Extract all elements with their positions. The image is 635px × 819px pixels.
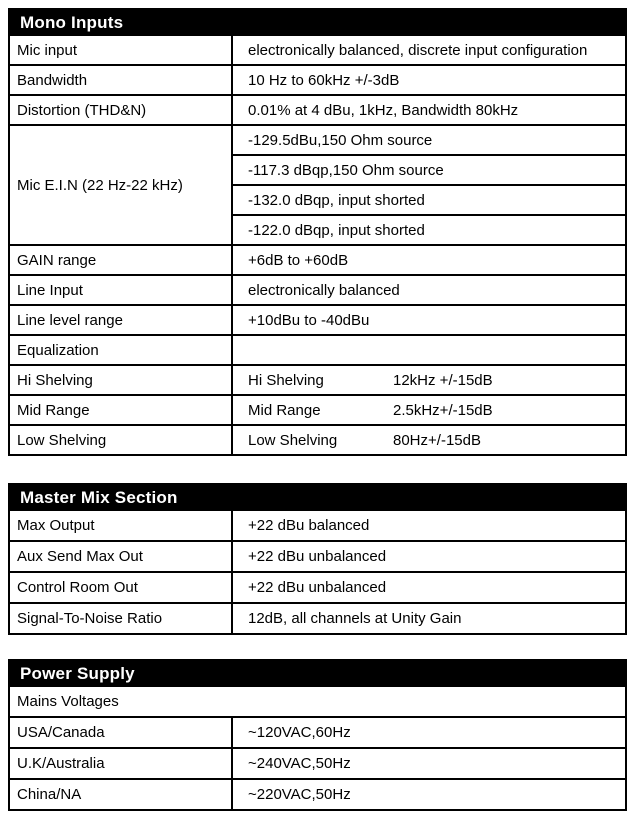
table-title-text: Master Mix Section (20, 488, 178, 507)
spec-value-spec: 80Hz+/-15dB (393, 431, 481, 449)
mono-inputs-table (8, 8, 627, 456)
spec-label: Bandwidth (17, 71, 88, 89)
spec-value: +22 dBu balanced (231, 511, 625, 540)
mono-inputs-rows (10, 36, 625, 454)
spec-label: China/NA (17, 786, 82, 803)
spec-row-hi-shelving (10, 364, 625, 394)
spec-sub-value: -117.3 dBqp,150 Ohm source (233, 154, 625, 184)
spec-label: Max Output (17, 517, 95, 534)
master-mix-table (8, 483, 627, 635)
spec-label: Low Shelving (17, 431, 107, 449)
spec-label: Control Room Out (17, 579, 138, 596)
spec-label: USA/Canada (17, 724, 105, 741)
spec-row-signal-to-noise (10, 602, 625, 633)
spec-label: Equalization (17, 341, 99, 359)
spec-label: Line Input (17, 281, 83, 299)
spec-row-usa-canada (10, 716, 625, 747)
spec-value (231, 366, 625, 394)
spec-value: 0.01% at 4 dBu, 1kHz, Bandwidth 80kHz (231, 96, 625, 124)
spec-row-control-room-out (10, 571, 625, 602)
spec-row-bandwidth (10, 64, 625, 94)
spec-label: Aux Send Max Out (17, 548, 143, 565)
spec-sub-value: -132.0 dBqp, input shorted (233, 184, 625, 214)
spec-label: Distortion (THD&N) (17, 101, 147, 119)
spec-row-mic-ein (10, 124, 625, 244)
table-title-text: Power Supply (20, 664, 135, 683)
spec-sub-value: -129.5dBu,150 Ohm source (248, 131, 433, 149)
spec-row-equalization (10, 334, 625, 364)
spec-value (231, 426, 625, 454)
spec-row-mains-voltages (10, 687, 625, 716)
table-title-master-mix (10, 485, 625, 511)
spec-value: +10dBu to -40dBu (231, 306, 625, 334)
spec-label: Line level range (17, 311, 123, 329)
spec-label: U.K/Australia (17, 755, 105, 772)
master-mix-rows (10, 511, 625, 633)
spec-row-low-shelving (10, 424, 625, 454)
spec-value-name: Low Shelving (248, 431, 338, 449)
spec-row-mic-input (10, 36, 625, 64)
spec-value-group (231, 126, 625, 244)
spec-label: Signal-To-Noise Ratio (17, 610, 163, 627)
table-title-mono-inputs (10, 10, 625, 36)
spec-value: 10 Hz to 60kHz +/-3dB (231, 66, 625, 94)
spec-row-line-input (10, 274, 625, 304)
spec-row-distortion (10, 94, 625, 124)
table-title-text: Mono Inputs (20, 13, 124, 32)
spec-value-name: Mid Range (248, 401, 321, 419)
spec-row-line-level-range (10, 304, 625, 334)
spec-value: ~240VAC,50Hz (231, 749, 625, 778)
spec-row-aux-send-max-out (10, 540, 625, 571)
spec-label: Mic E.I.N (22 Hz-22 kHz) (17, 176, 183, 194)
spec-value: +6dB to +60dB (231, 246, 625, 274)
spec-row-uk-australia (10, 747, 625, 778)
spec-value: +22 dBu unbalanced (231, 542, 625, 571)
spec-value (231, 336, 625, 364)
spec-value: electronically balanced (231, 276, 625, 304)
spec-value: +22 dBu unbalanced (231, 573, 625, 602)
spec-value-name: Hi Shelving (248, 371, 324, 389)
power-supply-table (8, 659, 627, 811)
spec-label: Mic input (17, 41, 78, 59)
spec-value-spec: 2.5kHz+/-15dB (393, 401, 493, 419)
spec-label: Hi Shelving (17, 371, 93, 389)
spec-value: 12dB, all channels at Unity Gain (231, 604, 625, 633)
spec-value (231, 396, 625, 424)
spec-value: ~120VAC,60Hz (231, 718, 625, 747)
table-title-power-supply (10, 661, 625, 687)
spec-row-max-output (10, 511, 625, 540)
spec-sub-value: -122.0 dBqp, input shorted (233, 214, 625, 244)
spec-value: ~220VAC,50Hz (231, 780, 625, 809)
spec-row-gain-range (10, 244, 625, 274)
spec-label: GAIN range (17, 251, 97, 269)
spec-row-mid-range (10, 394, 625, 424)
spec-value: electronically balanced, discrete input configuration (231, 36, 625, 64)
spec-label: Mid Range (17, 401, 90, 419)
spec-value-spec: 12kHz +/-15dB (393, 371, 493, 389)
spec-label: Mains Voltages (17, 693, 119, 710)
spec-row-china-na (10, 778, 625, 809)
power-supply-rows (10, 687, 625, 809)
